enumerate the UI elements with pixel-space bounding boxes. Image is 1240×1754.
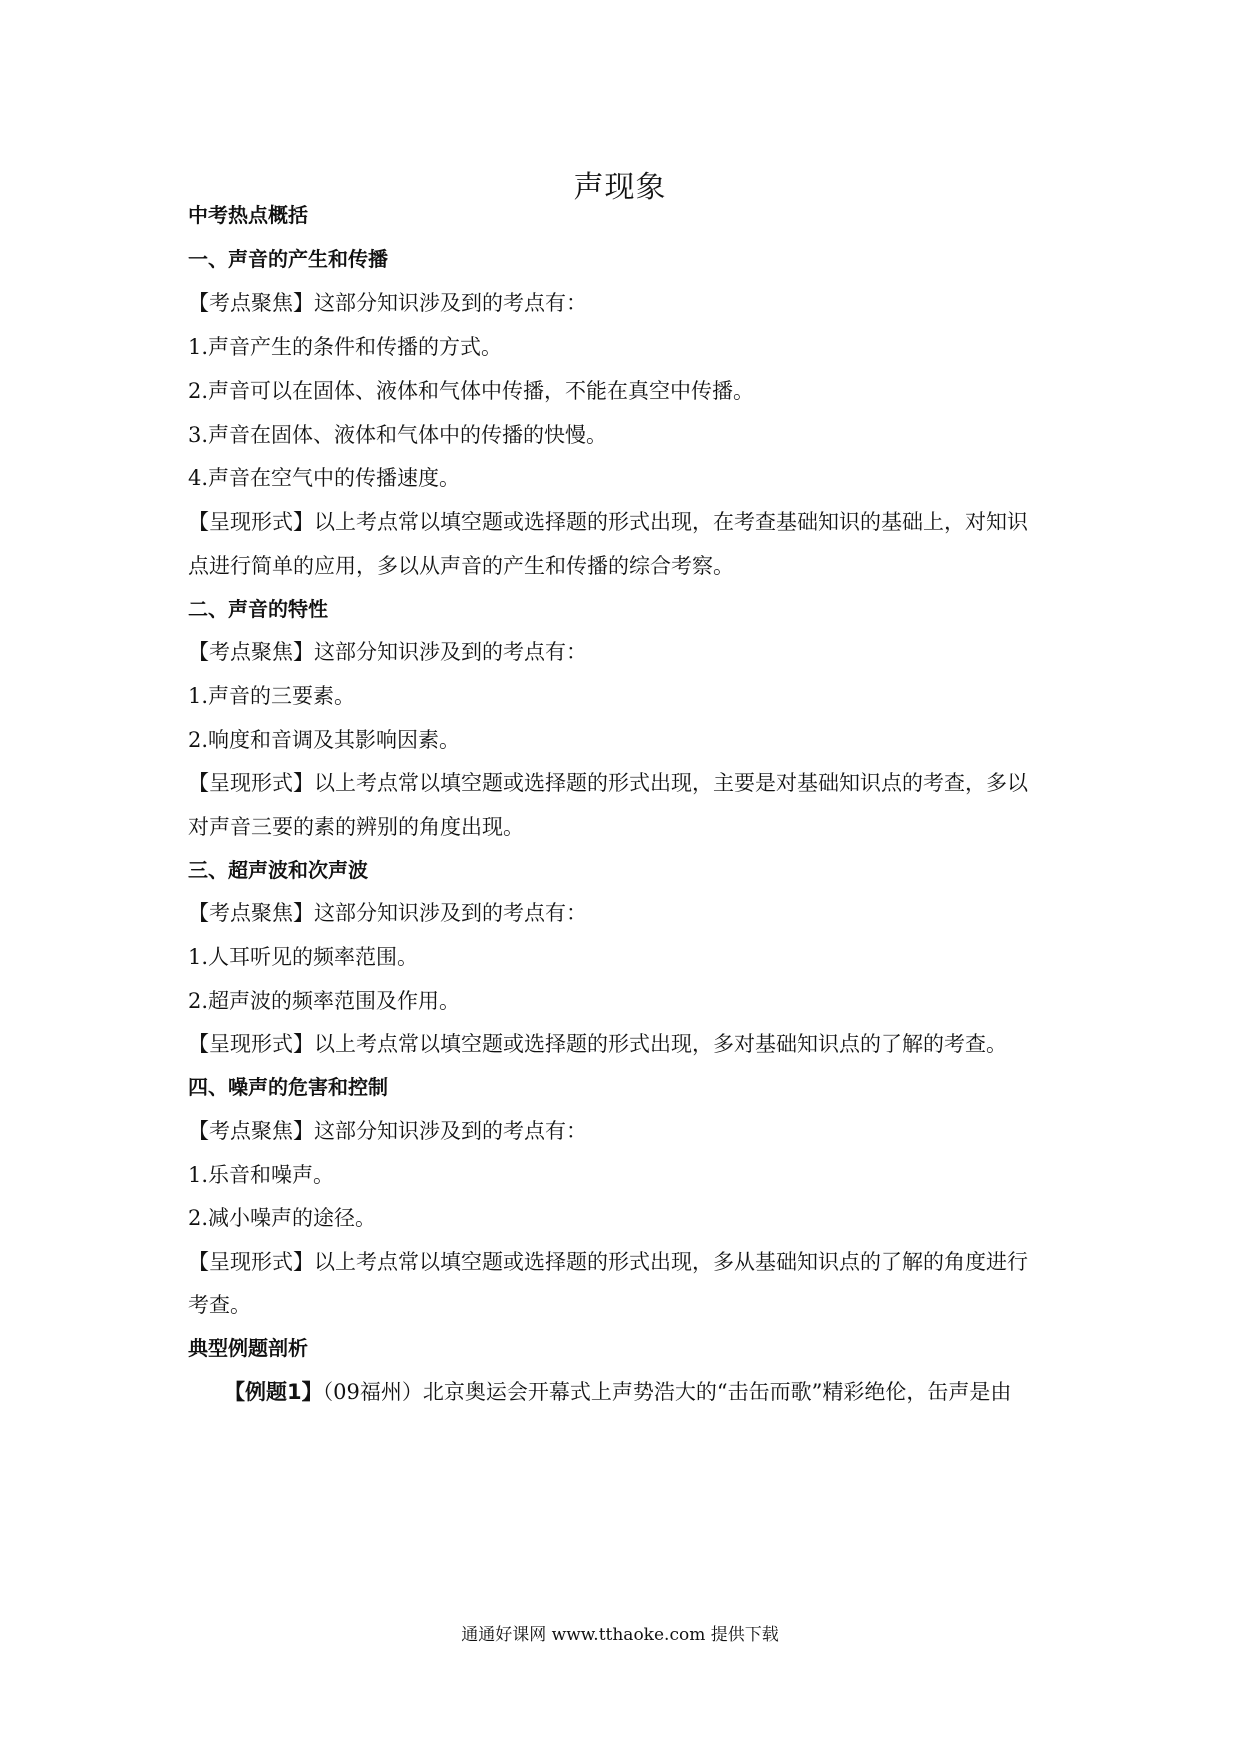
section-3-heading: 三、超声波和次声波	[188, 858, 368, 882]
page-title: 声现象	[573, 170, 667, 205]
section-1-item: 1.声音产生的条件和传播的方式。	[188, 335, 503, 359]
example-1-label: 【例题1】	[224, 1380, 323, 1404]
section-1-item: 4.声音在空气中的传播速度。	[188, 466, 461, 490]
section-2-heading: 二、声音的特性	[188, 597, 328, 621]
section-4-form-cont: 考查。	[188, 1293, 251, 1317]
section-1-form: 【呈现形式】以上考点常以填空题或选择题的形式出现，在考查基础知识的基础上，对知识	[188, 510, 1028, 534]
section-4-form: 【呈现形式】以上考点常以填空题或选择题的形式出现，多从基础知识点的了解的角度进行	[188, 1250, 1028, 1274]
section-2-form-cont: 对声音三要的素的辨别的角度出现。	[188, 815, 524, 839]
section-2-item: 1.声音的三要素。	[188, 684, 356, 708]
section-1-form-cont: 点进行简单的应用，多以从声音的产生和传播的综合考察。	[188, 554, 734, 578]
section-4-item: 2.减小噪声的途径。	[188, 1206, 377, 1230]
example-1-text: （09福州）北京奥运会开幕式上声势浩大的“击缶而歌”精彩绝伦，缶声是由	[322, 1380, 1012, 1404]
section-1-item: 3.声音在固体、液体和气体中的传播的快慢。	[188, 423, 608, 447]
section-1-heading: 一、声音的产生和传播	[188, 247, 388, 271]
section-2-item: 2.响度和音调及其影响因素。	[188, 728, 461, 752]
section-3-item: 2.超声波的频率范围及作用。	[188, 989, 461, 1013]
section-4-item: 1.乐音和噪声。	[188, 1163, 335, 1187]
section-4-focus: 【考点聚焦】这部分知识涉及到的考点有：	[188, 1119, 587, 1143]
section-1-focus: 【考点聚焦】这部分知识涉及到的考点有：	[188, 291, 587, 315]
footer-credit: 通通好课网 www.tthaoke.com 提供下载	[461, 1625, 779, 1645]
section-3-focus: 【考点聚焦】这部分知识涉及到的考点有：	[188, 901, 587, 925]
section-2-form: 【呈现形式】以上考点常以填空题或选择题的形式出现，主要是对基础知识点的考查，多以	[188, 771, 1028, 795]
section-2-focus: 【考点聚焦】这部分知识涉及到的考点有：	[188, 640, 587, 664]
example-1	[224, 1377, 1068, 1407]
section-1-item: 2.声音可以在固体、液体和气体中传播，不能在真空中传播。	[188, 379, 755, 403]
section-3-form: 【呈现形式】以上考点常以填空题或选择题的形式出现，多对基础知识点的了解的考查。	[188, 1032, 1007, 1056]
heading-hot-points: 中考热点概括	[188, 203, 308, 227]
section-3-item: 1.人耳听见的频率范围。	[188, 945, 419, 969]
heading-examples: 典型例题剖析	[188, 1336, 308, 1360]
section-4-heading: 四、噪声的危害和控制	[188, 1075, 388, 1099]
